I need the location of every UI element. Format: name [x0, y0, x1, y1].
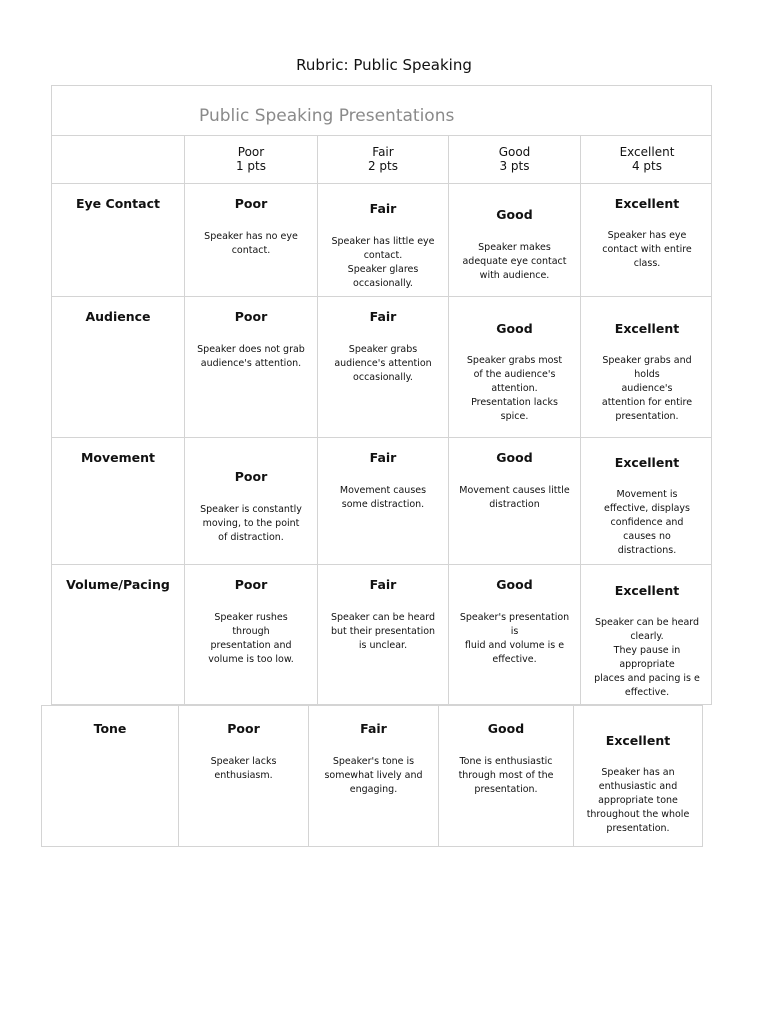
rubric-row-movement — [52, 438, 711, 565]
rubric-row-volume-pacing — [52, 565, 711, 706]
level-label: Good — [496, 321, 533, 336]
level-description: Speaker does not grab audience's attention. — [197, 344, 305, 369]
header-cell-fair — [317, 136, 448, 183]
criterion-label: Eye Contact — [76, 196, 160, 211]
rubric-cell-excellent — [580, 297, 713, 437]
level-label: Poor — [234, 577, 268, 592]
rubric-cell-excellent — [580, 184, 713, 296]
level-label: Fair — [369, 577, 397, 592]
rubric-cell-good — [448, 565, 580, 706]
level-label: Fair — [369, 309, 397, 324]
level-description: Movement causes little distraction — [459, 485, 570, 510]
level-description: Speaker has eye contact with entire class. — [602, 230, 692, 269]
level-label: Fair — [369, 450, 397, 465]
rubric-cell-good — [438, 706, 573, 846]
rubric-cell-poor — [184, 297, 317, 437]
rubric-cell-fair — [308, 706, 438, 846]
rubric-cell-poor — [178, 706, 308, 846]
level-description: Speaker lacks enthusiasm. — [210, 756, 277, 781]
level-label: Fair — [369, 201, 397, 216]
criterion-cell — [52, 565, 184, 706]
level-label: Good — [496, 450, 533, 465]
level-description: Speaker can be heard but their presentation is unclear. — [330, 612, 436, 651]
rubric-cell-poor — [184, 438, 317, 564]
level-description: Movement is effective, displays confidence and causes no distractions. — [603, 489, 690, 556]
rubric-cell-poor — [184, 184, 317, 296]
header-points-label: 2 pts — [367, 159, 399, 173]
level-label: Excellent — [605, 733, 671, 748]
header-cell-good — [448, 136, 580, 183]
rubric-table-continued — [41, 705, 703, 847]
header-blank-cell — [52, 136, 184, 183]
level-description: Speaker grabs and holds audience's attention for entire presentation. — [601, 355, 693, 422]
level-description: Tone is enthusiastic through most of the presentation. — [458, 756, 554, 795]
criterion-cell — [52, 184, 184, 296]
level-label: Excellent — [614, 583, 680, 598]
criterion-label: Volume/Pacing — [66, 577, 170, 592]
table-heading-row — [52, 86, 711, 136]
level-label: Poor — [234, 469, 268, 484]
rubric-row-audience — [52, 297, 711, 438]
rubric-cell-poor — [184, 565, 317, 706]
rubric-cell-good — [448, 438, 580, 564]
level-label: Good — [496, 577, 533, 592]
criterion-label: Tone — [93, 721, 127, 736]
level-description: Speaker rushes through presentation and volume is too low. — [208, 612, 294, 665]
rubric-cell-good — [448, 184, 580, 296]
level-description: Speaker has no eye contact. — [204, 231, 298, 256]
header-level-label: Excellent — [619, 145, 675, 159]
header-points-label: 4 pts — [631, 159, 663, 173]
level-label: Good — [496, 207, 533, 222]
document-title: Rubric: Public Speaking — [296, 56, 472, 74]
criterion-cell — [52, 438, 184, 564]
rubric-cell-excellent — [580, 438, 713, 564]
rubric-row-tone — [42, 706, 702, 846]
header-cell-poor — [184, 136, 317, 183]
level-label: Excellent — [614, 321, 680, 336]
level-description: Speaker's presentation is fluid and volume is e effective. — [459, 612, 570, 665]
header-points-label: 1 pts — [235, 159, 267, 173]
level-label: Excellent — [614, 455, 680, 470]
level-description: Movement causes some distraction. — [339, 485, 427, 510]
level-description: Speaker has little eye contact. Speaker glares occasionally. — [331, 236, 435, 289]
level-label: Poor — [234, 309, 268, 324]
header-level-label: Good — [498, 145, 531, 159]
rubric-cell-fair — [317, 184, 448, 296]
table-heading: Public Speaking Presentations — [199, 106, 455, 126]
level-description: Speaker has an enthusiastic and appropriate tone throughout the whole presentation. — [586, 767, 690, 834]
score-header-row — [52, 136, 711, 184]
level-description: Speaker is constantly moving, to the point of distraction. — [200, 504, 302, 543]
criterion-cell — [42, 706, 178, 846]
level-description: Speaker grabs audience's attention occasionally. — [334, 344, 432, 383]
level-description: Speaker grabs most of the audience's attention. Presentation lacks spice. — [466, 355, 563, 422]
rubric-cell-fair — [317, 565, 448, 706]
level-label: Fair — [360, 721, 387, 736]
level-description: Speaker makes adequate eye contact with audience. — [462, 242, 567, 281]
rubric-cell-fair — [317, 297, 448, 437]
rubric-cell-good — [448, 297, 580, 437]
rubric-cell-fair — [317, 438, 448, 564]
header-points-label: 3 pts — [499, 159, 530, 173]
level-label: Poor — [227, 721, 260, 736]
criterion-label: Movement — [80, 450, 156, 465]
criterion-cell — [52, 297, 184, 437]
rubric-table — [51, 85, 712, 705]
header-cell-excellent — [580, 136, 713, 183]
criterion-label: Audience — [85, 309, 151, 324]
level-label: Excellent — [614, 196, 680, 211]
level-description: Speaker can be heard clearly. They pause in appropriate places and pacing is e effective. — [594, 617, 700, 698]
header-level-label: Poor — [237, 145, 265, 159]
level-label: Good — [487, 721, 525, 736]
rubric-cell-excellent — [580, 565, 713, 706]
level-label: Poor — [234, 196, 268, 211]
header-level-label: Fair — [372, 145, 394, 159]
rubric-cell-excellent — [573, 706, 702, 846]
level-description: Speaker's tone is somewhat lively and engaging. — [324, 756, 423, 795]
rubric-row-eye-contact — [52, 184, 711, 297]
